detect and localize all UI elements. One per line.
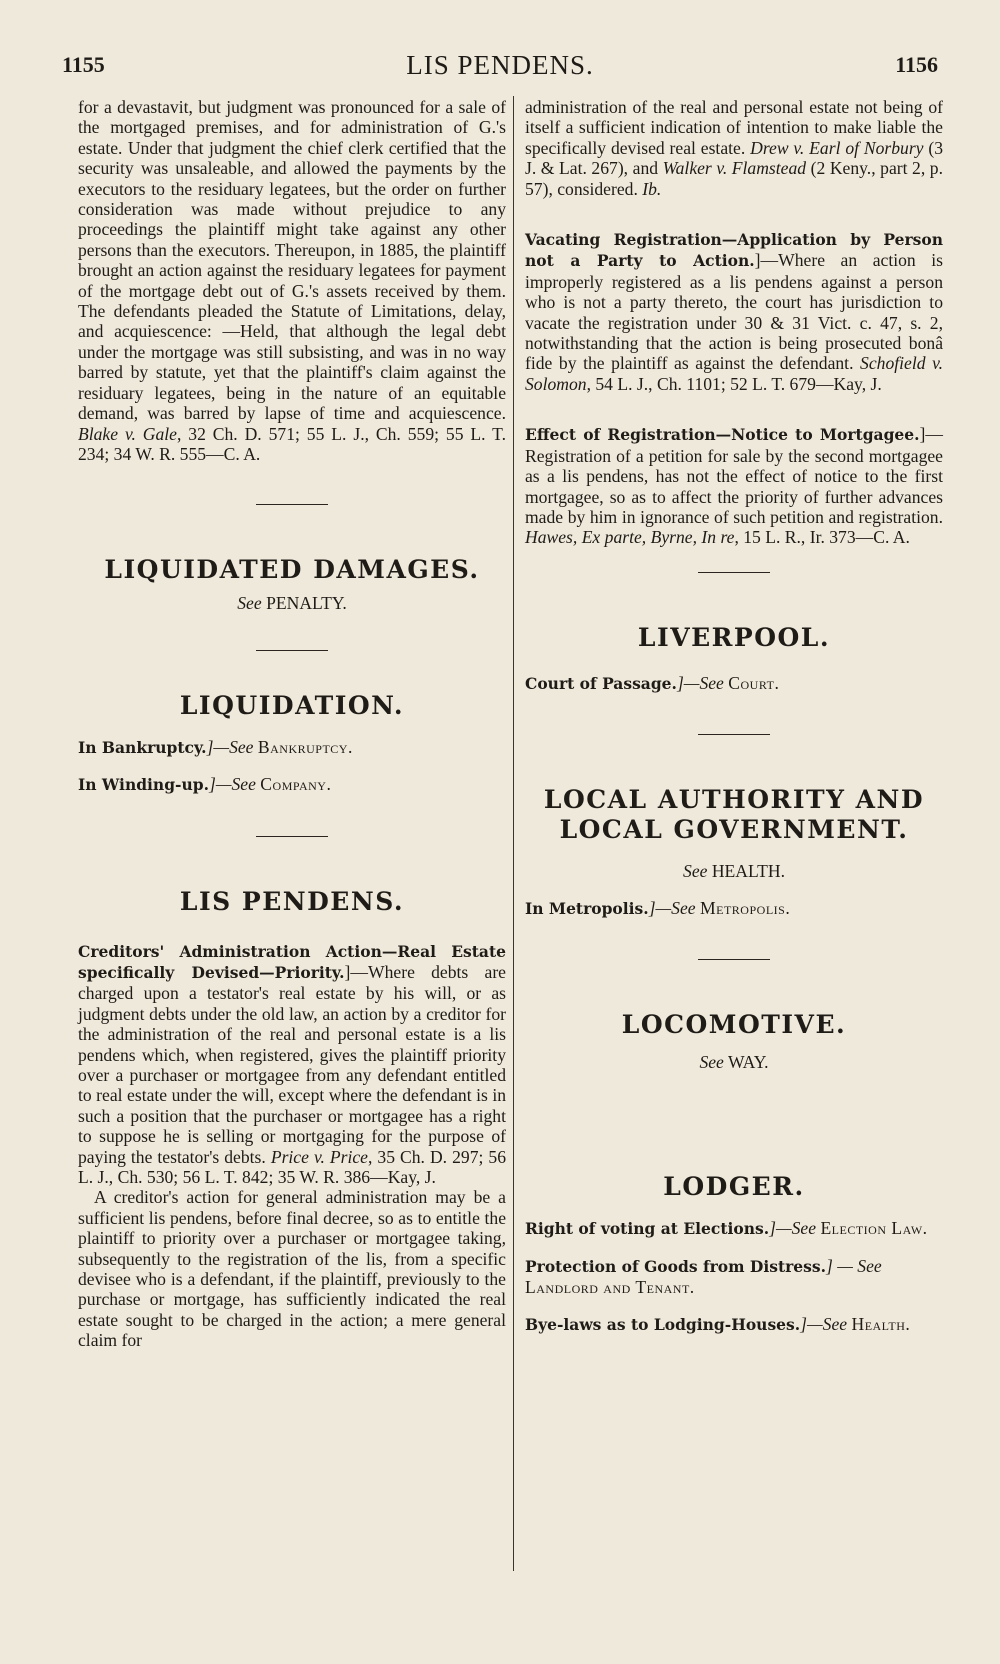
entry-body: ]—Where debts are charged upon a testator's real estate by his will, or as judgment debts under the old law, an action by a creditor for the administration of the real and personal estate is a lis pendens which, when registered, gives the plaintiff priority over a purchaser or mortgagee from any defendant entitled to real estate under the will, except where the defendant is in such a position that the purchaser or mortgagee has a right to suppose he is selling or mortgaging for the purpose of paying the testator's debts. [78, 961, 506, 1167]
see-target: Landlord and Tenant. [525, 1277, 695, 1298]
entry-paragraph [525, 229, 943, 394]
see-reference [78, 593, 506, 613]
see-word: ]—See [206, 736, 254, 757]
citation: , 54 L. J., Ch. 1101; 52 L. T. 679—Kay, J. [586, 373, 882, 394]
heading-lis-pendens: LIS PENDENS. [179, 886, 405, 916]
entry-body: ]—Where an action is improperly registered as a lis pendens against a person who is not a party thereto, the court has jurisdiction to vacate the registration under 30 & 31 Vict. c. 47, s. 2, notwithstanding that the action is being prosecuted bonâ fide by the plaintiff as against the defendant. [525, 250, 944, 374]
entry-paragraph [78, 941, 506, 1188]
citation: , 32 Ch. D. 571; 55 L. J., Ch. 559; 55 L. T. 234; 34 W. R. 555—C. A. [78, 423, 506, 464]
citation: (2 Keny., part 2, p. 57), considered. [525, 158, 943, 199]
cross-reference [78, 737, 506, 758]
see-word: ]—See [648, 897, 696, 918]
heading-local-authority-2: LOCAL GOVERNMENT. [559, 815, 909, 845]
continued-text: administration of the real and personal estate not being of itself a sufficient indication of intention to make liable the specifically devised real estate. [525, 97, 943, 158]
entry-paragraph: A creditor's action for general administration may be a sufficient lis pendens, before final decree, so as to entitle the plaintiff to priority over a purchaser or mortgagee taking, subsequently to the registration of the lis, from a specific devisee who is a defendant, if the plaintiff, previously to the purchase or mortgage, has sufficiently indicated the real estate sought to be charged in the action; a mere general claim for [78, 1187, 506, 1351]
see-target: WAY. [727, 1051, 769, 1072]
ref-head: Court of Passage. [525, 673, 677, 693]
right-column [513, 97, 943, 1335]
see-word: ]—See [769, 1218, 817, 1239]
entry-head: Creditors' Administration Action—Real Estate specifically Devised—Priority. [78, 941, 506, 982]
cross-reference [525, 1218, 943, 1239]
entry-head: Vacating Registration—Application by Person not a Party to Action. [525, 230, 943, 271]
cross-reference [525, 673, 943, 694]
see-target: Metropolis. [700, 897, 791, 918]
see-word: See [237, 593, 262, 614]
entry-body: ]—Registration of a petition for sale by the second mortgagee as a lis pendens, has not the effect of notice to the first mortgagee, so as to affect the priority of further advances made by him in ignorance of such petition and registration. [525, 424, 943, 527]
running-title: LIS PENDENS. [406, 50, 594, 80]
citation: , 35 Ch. D. 297; 56 L. J., Ch. 530; 56 L. T. 842; 35 W. R. 386—Kay, J. [78, 1146, 506, 1187]
case-name: Price v. Price [270, 1146, 368, 1167]
see-target: Company. [260, 774, 332, 795]
heading-local-authority-1: LOCAL AUTHORITY AND [543, 785, 925, 815]
see-word: See [699, 1051, 724, 1072]
ref-head: In Bankruptcy. [78, 737, 207, 757]
case-name: Walker v. Flamstead [662, 158, 807, 179]
case-name: Hawes, Ex parte, Byrne, In re [525, 527, 735, 548]
see-target: Health. [851, 1313, 911, 1334]
see-reference [525, 861, 943, 881]
see-word: See [683, 861, 708, 882]
entry-head: Effect of Registration—Notice to Mortgagee. [525, 425, 920, 445]
cross-reference [525, 1314, 943, 1335]
ref-head: In Metropolis. [525, 898, 649, 918]
ref-head: In Winding-up. [78, 775, 209, 795]
heading-liverpool: LIVERPOOL. [637, 622, 831, 652]
heading-lodger: LODGER. [663, 1172, 805, 1202]
see-word: ]—See [800, 1313, 848, 1334]
continued-text: for a devastavit, but judgment was pronounced for a sale of the mortgaged premises, and for administration of G.'s estate. Under that judgment the chief clerk certified that the security was unsaleable, and allowed the payments by the executors to the residuary legatees, but the order on further consideration was made without prejudice to any proceedings the plaintiff might take against any other persons than the executors. Thereupon, in 1885, the plaintiff brought an action against the residuary legatees for payment of the mortgage debt out of G.'s assets received by them. The defendants pleaded the Statute of Limitations, delay, and acquiescence: —Held, that although the legal debt under the mortgage was still subsisting, and was in no way barred by statute, yet that the plaintiff's claim against the residuary legatees, being in the nature of an equitable demand, was barred by lapse of time and acquiescence. [78, 97, 506, 424]
continued-paragraph [525, 97, 943, 199]
case-name: Schofield v. Solomon [525, 353, 943, 394]
heading-liquidation: LIQUIDATION. [179, 690, 405, 720]
heading-liquidated-damages: LIQUIDATED DAMAGES. [104, 555, 480, 585]
cross-reference [78, 774, 506, 795]
ref-head: Right of voting at Elections. [525, 1219, 770, 1239]
see-target: Election Law. [820, 1218, 928, 1239]
see-reference [525, 1052, 943, 1072]
ref-head: Bye-laws as to Lodging-Houses. [525, 1314, 801, 1334]
see-word: ]—See [676, 672, 724, 693]
entry-paragraph [525, 424, 943, 547]
right-column-inner [513, 97, 943, 1335]
ref-head: Protection of Goods from Distress. [525, 1256, 827, 1276]
citation: , 15 L. R., Ir. 373—C. A. [734, 527, 910, 548]
case-name: Drew v. Earl of Norbury [750, 137, 924, 158]
right-page-number: 1156 [895, 52, 938, 77]
see-word: ] — See [826, 1255, 882, 1276]
see-word: ]—See [208, 774, 256, 795]
left-column [78, 97, 506, 1351]
citation: (3 J. & Lat. 267), and [525, 137, 944, 179]
ibid: Ib. [642, 178, 662, 199]
see-target: HEALTH. [711, 861, 785, 882]
cross-reference [525, 1256, 943, 1298]
see-target: Bankruptcy. [257, 736, 353, 757]
see-target: PENALTY. [266, 593, 347, 614]
heading-locomotive: LOCOMOTIVE. [621, 1009, 847, 1039]
left-page-number: 1155 [62, 52, 105, 77]
continued-paragraph [78, 97, 506, 464]
case-name: Blake v. Gale [78, 423, 177, 444]
cross-reference [525, 898, 943, 919]
see-target: Court. [728, 672, 780, 693]
page-header [62, 52, 938, 88]
